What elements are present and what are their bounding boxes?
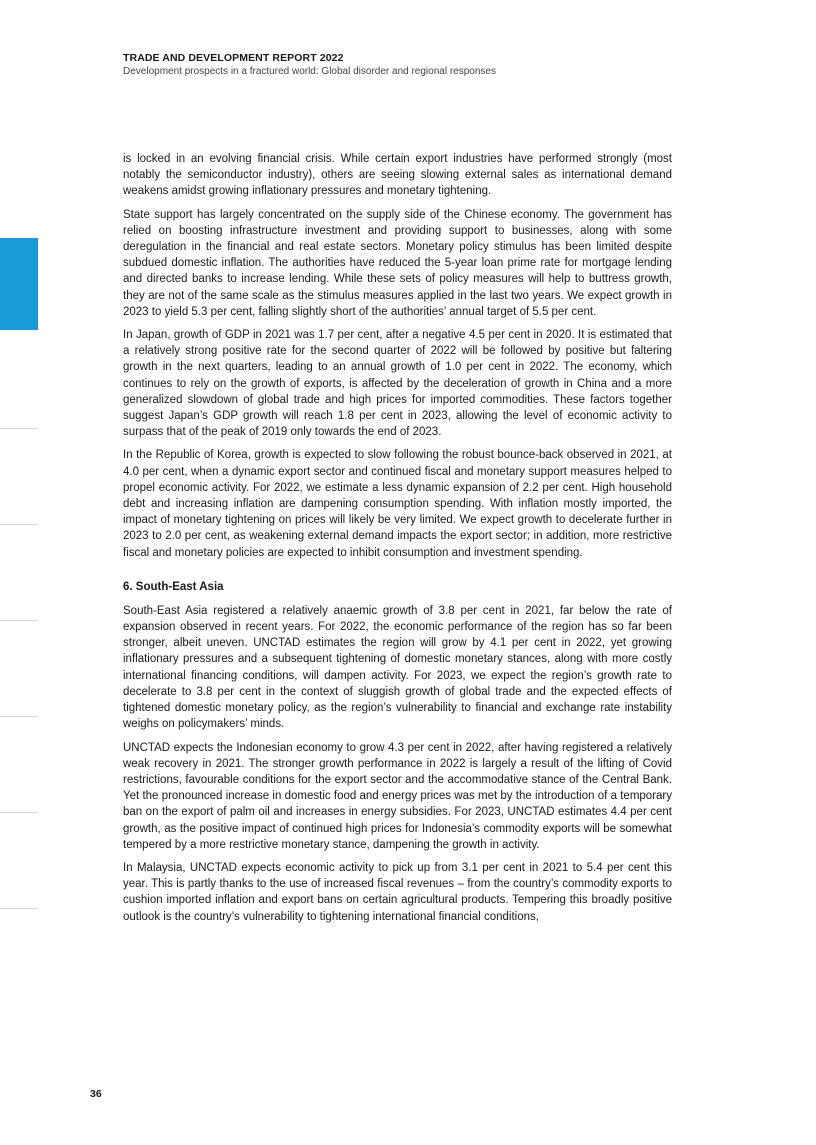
paragraph-korea: In the Republic of Korea, growth is expected to slow following the robust bounce-back observed in 2021, at 4.0 per cent, when a dynamic export sector and continued fiscal and monetary support measures helped to propel economic activity. For 2022, we estimate a less dynamic expansion of 2.2 per cent. High household debt and increasing inflation are dampening consumption spending. With inflation mostly imported, the impact of monetary tightening on prices will likely be very limited. We expect growth to decelerate further in 2023 to 2.0 per cent, as weakening external demand impacts the export sector; in addition, more restrictive fiscal and monetary policies are expected to inhibit consumption and investment spending. [123,449,672,559]
side-divider [0,524,38,525]
side-divider [0,716,38,717]
running-head [123,52,683,78]
paragraph-indonesia: UNCTAD expects the Indonesian economy to grow 4.3 per cent in 2022, after having registered a relatively weak recovery in 2021. The stronger growth performance in 2022 is largely a result of the lifting of Covid restrictions, favourable conditions for the export sector and the accommodative stance of the Central Bank. Yet the pronounced increase in domestic food and energy prices was met by the introduction of a temporary ban on the export of palm oil and increases in energy subsidies. For 2023, UNCTAD estimates 4.4 per cent growth, as the positive impact of continued high prices for Indonesia’s commodity exports will be somewhat tempered by a more restrictive monetary stance, dampening the growth in activity. [123,741,672,851]
chapter-side-tab [0,238,38,330]
page-number: 36 [90,1088,102,1100]
side-divider [0,428,38,429]
paragraph-malaysia: In Malaysia, UNCTAD expects economic activity to pick up from 3.1 per cent in 2021 to 5.4 per cent this year. This is partly thanks to the use of increased fiscal revenues – from the country’s commodity exports to cushion imported inflation and export bans on certain agricultural products. Tempering this broadly positive outlook is the country’s vulnerability to tightening international financial conditions, [123,861,672,923]
side-divider [0,908,38,909]
paragraph-china-crisis: is locked in an evolving financial crisis. While certain export industries have performed strongly (most notably the semiconductor industry), others are seeing slowing external sales as international demand weakens amidst growing inflationary pressures and monetary tightening. [123,153,672,198]
side-divider [0,620,38,621]
paragraph-china-state-support: State support has largely concentrated on the supply side of the Chinese economy. The government has relied on boosting infrastructure investment and providing support to businesses, along with some deregulation in the financial and real estate sectors. Monetary policy stimulus has been limited despite subdued domestic inflation. The authorities have reduced the 5-year loan prime rate for mortgage lending and directed banks to increase lending. While these sets of policy measures will help to buttress growth, they are not of the same scale as the stimulus measures applied in the last two years. We expect growth in 2023 to yield 5.3 per cent, falling slightly short of the authorities’ annual target of 5.5 per cent. [123,208,672,318]
section-heading: 6. South-East Asia [123,580,224,593]
side-divider [0,812,38,813]
report-title: TRADE AND DEVELOPMENT REPORT 2022 [123,52,344,64]
paragraph-south-east-asia: South-East Asia registered a relatively anaemic growth of 3.8 per cent in 2021, far below the rate of expansion observed in recent years. For 2022, the economic performance of the region has so far been stronger, albeit uneven. UNCTAD estimates the region will grow by 4.1 per cent in 2022, yet growing inflationary pressures and a subsequent tightening of domestic monetary stances, along with more costly international financing conditions, will dampen activity. For 2023, we expect the region’s growth rate to decelerate to 3.8 per cent in the context of sluggish growth of global trade and the expected effects of tightened domestic monetary policy, as the region’s vulnerability to financial and exchange rate instability weighs on policymakers’ minds. [123,604,672,731]
report-subtitle: Development prospects in a fractured world: Global disorder and regional responses [123,66,496,77]
body-text [123,151,672,932]
paragraph-japan: In Japan, growth of GDP in 2021 was 1.7 per cent, after a negative 4.5 per cent in 2020. It is estimated that a relatively strong positive rate for the second quarter of 2022 will be followed by positive but faltering growth in the next quarters, leading to an annual growth of 1.0 per cent in 2022. The economy, which continues to rely on the growth of exports, is affected by the deceleration of growth in China and a more generalized slowdown of global trade and high prices for imported commodities. These factors together suggest Japan’s GDP growth will reach 1.8 per cent in 2023, allowing the level of economic activity to surpass that of the peak of 2019 only towards the end of 2023. [123,329,672,439]
